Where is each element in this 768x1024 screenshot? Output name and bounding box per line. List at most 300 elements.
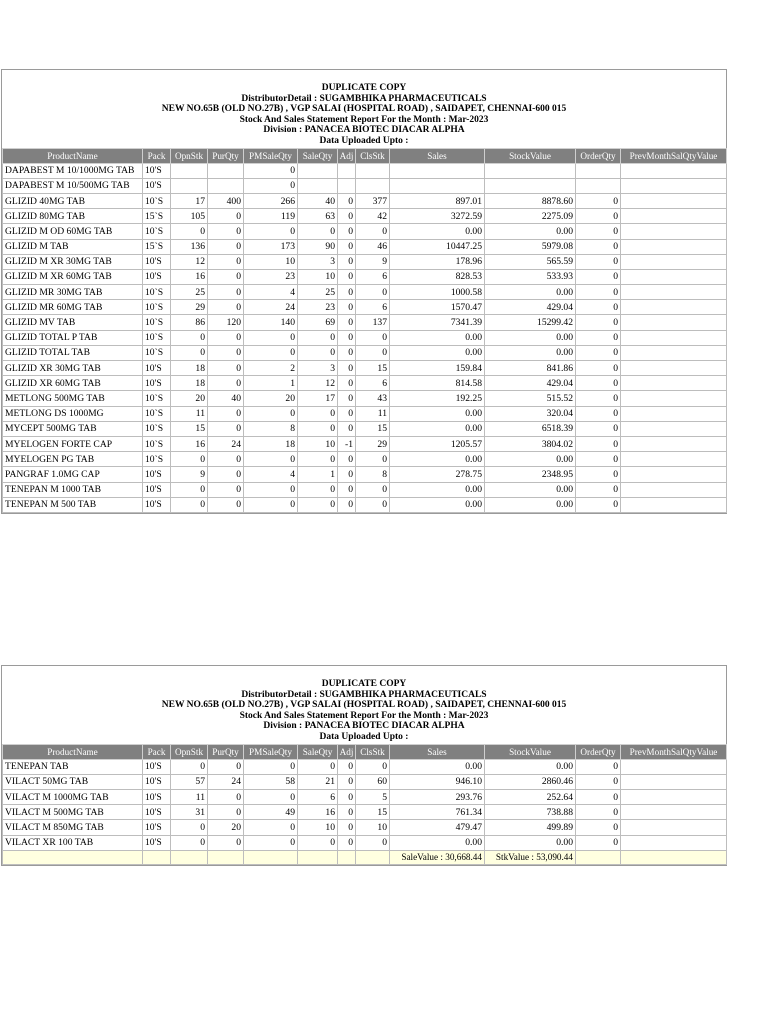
cell-clsstk: 6 xyxy=(356,376,390,391)
cell-adj: 0 xyxy=(338,391,356,406)
cell-orderqty: 0 xyxy=(576,436,621,451)
cell-productname: GLIZID MR 60MG TAB xyxy=(3,300,143,315)
cell-pack: 10'S xyxy=(143,820,171,835)
cell-adj: 0 xyxy=(338,269,356,284)
cell-pmsaleqty: 58 xyxy=(244,774,298,789)
cell-pmsaleqty: 0 xyxy=(244,178,298,193)
cell-orderqty: 0 xyxy=(576,421,621,436)
column-header-orderqty: OrderQty xyxy=(576,148,621,163)
cell-pmsaleqty: 49 xyxy=(244,805,298,820)
cell-stockvalue: 0.00 xyxy=(485,452,576,467)
cell-pmsaleqty: 20 xyxy=(244,391,298,406)
cell-orderqty: 0 xyxy=(576,467,621,482)
cell-clsstk: 42 xyxy=(356,209,390,224)
cell-adj: 0 xyxy=(338,406,356,421)
report-header xyxy=(2,666,726,744)
cell-pmsaleqty: 8 xyxy=(244,421,298,436)
cell-purqty xyxy=(208,163,244,178)
cell-opnstk: 57 xyxy=(171,774,208,789)
column-header-opnstk: OpnStk xyxy=(171,148,208,163)
cell-purqty: 0 xyxy=(208,269,244,284)
cell-productname: VILACT M 850MG TAB xyxy=(3,820,143,835)
cell-opnstk xyxy=(171,163,208,178)
data-uploaded-label: Data Uploaded Upto : xyxy=(319,135,409,146)
distributor-address: NEW NO.65B (OLD NO.27B) , VGP SALAI (HOSPITAL ROAD) , SAIDAPET, CHENNAI-600 015 xyxy=(161,104,567,115)
cell-purqty: 24 xyxy=(208,774,244,789)
cell-orderqty: 0 xyxy=(576,391,621,406)
cell-opnstk: 86 xyxy=(171,315,208,330)
cell-pmsaleqty: 0 xyxy=(244,406,298,421)
cell-adj: 0 xyxy=(338,193,356,208)
cell-stockvalue: 0.00 xyxy=(485,330,576,345)
cell-prevmonthsalqtyvalue xyxy=(621,482,727,497)
cell-prevmonthsalqtyvalue xyxy=(621,361,727,376)
cell-clsstk xyxy=(356,163,390,178)
table-row xyxy=(3,482,727,497)
cell-pack: 10'S xyxy=(143,178,171,193)
cell-saleqty: 16 xyxy=(298,805,338,820)
cell-clsstk: 137 xyxy=(356,315,390,330)
totals-empty-cell xyxy=(244,850,298,864)
cell-productname: GLIZID M TAB xyxy=(3,239,143,254)
cell-clsstk: 377 xyxy=(356,193,390,208)
cell-pmsaleqty: 0 xyxy=(244,224,298,239)
cell-saleqty: 23 xyxy=(298,300,338,315)
totals-empty-cell xyxy=(208,850,244,864)
cell-purqty: 0 xyxy=(208,452,244,467)
totals-empty-cell xyxy=(143,850,171,864)
cell-clsstk: 8 xyxy=(356,467,390,482)
cell-orderqty xyxy=(576,178,621,193)
cell-prevmonthsalqtyvalue xyxy=(621,376,727,391)
cell-stockvalue: 0.00 xyxy=(485,482,576,497)
cell-saleqty: 0 xyxy=(298,330,338,345)
table-row xyxy=(3,239,727,254)
cell-opnstk: 105 xyxy=(171,209,208,224)
cell-saleqty xyxy=(298,178,338,193)
column-header-pack: Pack xyxy=(143,744,171,759)
cell-purqty: 0 xyxy=(208,835,244,850)
cell-pack: 10`S xyxy=(143,391,171,406)
cell-productname: VILACT M 500MG TAB xyxy=(3,805,143,820)
cell-opnstk: 18 xyxy=(171,376,208,391)
cell-pack: 10'S xyxy=(143,759,171,774)
totals-empty-cell xyxy=(576,850,621,864)
column-header-clsstk: ClsStk xyxy=(356,148,390,163)
table-row xyxy=(3,300,727,315)
cell-saleqty: 3 xyxy=(298,361,338,376)
cell-pmsaleqty: 0 xyxy=(244,345,298,360)
cell-sales: 761.34 xyxy=(390,805,485,820)
cell-stockvalue: 252.64 xyxy=(485,789,576,804)
cell-opnstk: 17 xyxy=(171,193,208,208)
cell-prevmonthsalqtyvalue xyxy=(621,345,727,360)
cell-orderqty: 0 xyxy=(576,406,621,421)
cell-pmsaleqty: 23 xyxy=(244,269,298,284)
cell-sales: 0.00 xyxy=(390,330,485,345)
column-header-sales: Sales xyxy=(390,744,485,759)
cell-adj: 0 xyxy=(338,759,356,774)
cell-adj: 0 xyxy=(338,452,356,467)
cell-pack: 10'S xyxy=(143,254,171,269)
cell-adj: 0 xyxy=(338,254,356,269)
cell-purqty: 0 xyxy=(208,209,244,224)
report-header xyxy=(2,70,726,148)
cell-opnstk: 0 xyxy=(171,330,208,345)
cell-orderqty: 0 xyxy=(576,254,621,269)
cell-orderqty: 0 xyxy=(576,497,621,512)
cell-opnstk: 0 xyxy=(171,224,208,239)
cell-productname: GLIZID TOTAL P TAB xyxy=(3,330,143,345)
cell-adj: 0 xyxy=(338,300,356,315)
distributor-detail: DistributorDetail : SUGAMBHIKA PHARMACEUTICALS xyxy=(241,689,487,700)
table-row xyxy=(3,421,727,436)
table-row xyxy=(3,345,727,360)
cell-pack: 10'S xyxy=(143,774,171,789)
totals-empty-cell xyxy=(338,850,356,864)
cell-sales: 10447.25 xyxy=(390,239,485,254)
cell-sales: 7341.39 xyxy=(390,315,485,330)
cell-opnstk: 29 xyxy=(171,300,208,315)
column-header-orderqty: OrderQty xyxy=(576,744,621,759)
cell-adj: 0 xyxy=(338,789,356,804)
cell-sales: 0.00 xyxy=(390,345,485,360)
cell-opnstk: 0 xyxy=(171,820,208,835)
distributor-detail: DistributorDetail : SUGAMBHIKA PHARMACEUTICALS xyxy=(241,93,487,104)
cell-adj xyxy=(338,163,356,178)
cell-opnstk: 9 xyxy=(171,467,208,482)
table-row xyxy=(3,406,727,421)
cell-pack: 15`S xyxy=(143,239,171,254)
cell-clsstk: 0 xyxy=(356,835,390,850)
cell-stockvalue: 0.00 xyxy=(485,345,576,360)
column-header-prevmonthsalqtyvalue: PrevMonthSalQtyValue xyxy=(621,148,727,163)
cell-pack: 10'S xyxy=(143,497,171,512)
column-header-saleqty: SaleQty xyxy=(298,744,338,759)
cell-productname: GLIZID M XR 60MG TAB xyxy=(3,269,143,284)
table-row xyxy=(3,285,727,300)
cell-sales: 293.76 xyxy=(390,789,485,804)
cell-clsstk: 0 xyxy=(356,452,390,467)
cell-clsstk: 0 xyxy=(356,285,390,300)
table-row xyxy=(3,376,727,391)
cell-opnstk: 16 xyxy=(171,436,208,451)
cell-purqty: 24 xyxy=(208,436,244,451)
totals-empty-cell xyxy=(621,850,727,864)
cell-stockvalue: 320.04 xyxy=(485,406,576,421)
cell-saleqty: 25 xyxy=(298,285,338,300)
cell-prevmonthsalqtyvalue xyxy=(621,805,727,820)
cell-sales: 0.00 xyxy=(390,421,485,436)
cell-pmsaleqty: 0 xyxy=(244,835,298,850)
statement-title: Stock And Sales Statement Report For the Month : Mar-2023 xyxy=(239,114,489,125)
cell-pmsaleqty: 266 xyxy=(244,193,298,208)
cell-stockvalue: 429.04 xyxy=(485,376,576,391)
cell-adj: 0 xyxy=(338,835,356,850)
cell-adj: 0 xyxy=(338,209,356,224)
cell-saleqty: 69 xyxy=(298,315,338,330)
cell-pmsaleqty: 18 xyxy=(244,436,298,451)
cell-saleqty: 0 xyxy=(298,452,338,467)
cell-opnstk: 18 xyxy=(171,361,208,376)
cell-stockvalue: 0.00 xyxy=(485,835,576,850)
cell-purqty: 0 xyxy=(208,224,244,239)
sale-value-total: SaleValue : 30,668.44 xyxy=(390,850,485,864)
copy-title: DUPLICATE COPY xyxy=(321,83,407,93)
table-row xyxy=(3,209,727,224)
cell-productname: VILACT M 1000MG TAB xyxy=(3,789,143,804)
cell-pack: 10`S xyxy=(143,315,171,330)
cell-pmsaleqty: 173 xyxy=(244,239,298,254)
cell-clsstk: 29 xyxy=(356,436,390,451)
cell-prevmonthsalqtyvalue xyxy=(621,820,727,835)
cell-stockvalue: 3804.02 xyxy=(485,436,576,451)
cell-orderqty: 0 xyxy=(576,482,621,497)
cell-prevmonthsalqtyvalue xyxy=(621,254,727,269)
cell-prevmonthsalqtyvalue xyxy=(621,467,727,482)
cell-clsstk: 9 xyxy=(356,254,390,269)
cell-adj: 0 xyxy=(338,330,356,345)
cell-pack: 10'S xyxy=(143,467,171,482)
cell-orderqty: 0 xyxy=(576,452,621,467)
cell-productname: DAPABEST M 10/500MG TAB xyxy=(3,178,143,193)
cell-prevmonthsalqtyvalue xyxy=(621,789,727,804)
cell-saleqty xyxy=(298,163,338,178)
cell-pack: 15`S xyxy=(143,209,171,224)
table-row xyxy=(3,391,727,406)
table-row xyxy=(3,467,727,482)
column-header-prevmonthsalqtyvalue: PrevMonthSalQtyValue xyxy=(621,744,727,759)
distributor-address: NEW NO.65B (OLD NO.27B) , VGP SALAI (HOSPITAL ROAD) , SAIDAPET, CHENNAI-600 015 xyxy=(161,700,567,711)
cell-sales: 3272.59 xyxy=(390,209,485,224)
cell-pmsaleqty: 0 xyxy=(244,789,298,804)
cell-productname: DAPABEST M 10/1000MG TAB xyxy=(3,163,143,178)
cell-purqty: 0 xyxy=(208,345,244,360)
cell-sales xyxy=(390,163,485,178)
cell-pmsaleqty: 2 xyxy=(244,361,298,376)
table-row xyxy=(3,269,727,284)
cell-productname: TENEPAN M 500 TAB xyxy=(3,497,143,512)
cell-adj: 0 xyxy=(338,239,356,254)
cell-productname: VILACT XR 100 TAB xyxy=(3,835,143,850)
table-row xyxy=(3,178,727,193)
cell-opnstk: 25 xyxy=(171,285,208,300)
cell-pmsaleqty: 140 xyxy=(244,315,298,330)
cell-productname: GLIZID XR 30MG TAB xyxy=(3,361,143,376)
cell-opnstk: 11 xyxy=(171,789,208,804)
column-header-saleqty: SaleQty xyxy=(298,148,338,163)
cell-pack: 10`S xyxy=(143,330,171,345)
cell-pack: 10`S xyxy=(143,436,171,451)
cell-sales: 159.84 xyxy=(390,361,485,376)
cell-purqty: 0 xyxy=(208,421,244,436)
totals-empty-cell xyxy=(3,850,143,864)
table-row xyxy=(3,774,727,789)
cell-stockvalue xyxy=(485,163,576,178)
cell-adj: 0 xyxy=(338,467,356,482)
cell-pack: 10'S xyxy=(143,482,171,497)
cell-sales: 814.58 xyxy=(390,376,485,391)
cell-purqty: 0 xyxy=(208,759,244,774)
cell-purqty: 0 xyxy=(208,330,244,345)
table-row xyxy=(3,330,727,345)
cell-orderqty: 0 xyxy=(576,224,621,239)
cell-productname: GLIZID M XR 30MG TAB xyxy=(3,254,143,269)
cell-clsstk: 60 xyxy=(356,774,390,789)
table-row xyxy=(3,805,727,820)
cell-prevmonthsalqtyvalue xyxy=(621,285,727,300)
cell-pack: 10'S xyxy=(143,789,171,804)
cell-stockvalue: 565.59 xyxy=(485,254,576,269)
cell-stockvalue: 0.00 xyxy=(485,759,576,774)
cell-stockvalue: 15299.42 xyxy=(485,315,576,330)
cell-pmsaleqty: 10 xyxy=(244,254,298,269)
table-row xyxy=(3,315,727,330)
cell-orderqty: 0 xyxy=(576,805,621,820)
cell-prevmonthsalqtyvalue xyxy=(621,835,727,850)
cell-clsstk: 10 xyxy=(356,820,390,835)
cell-saleqty: 10 xyxy=(298,820,338,835)
cell-productname: TENEPAN TAB xyxy=(3,759,143,774)
table-row xyxy=(3,193,727,208)
cell-prevmonthsalqtyvalue xyxy=(621,421,727,436)
cell-pack: 10'S xyxy=(143,269,171,284)
cell-prevmonthsalqtyvalue xyxy=(621,497,727,512)
cell-sales: 1570.47 xyxy=(390,300,485,315)
cell-saleqty: 0 xyxy=(298,421,338,436)
cell-adj: 0 xyxy=(338,376,356,391)
cell-pack: 10'S xyxy=(143,835,171,850)
cell-pack: 10`S xyxy=(143,285,171,300)
table-header-row xyxy=(3,148,727,163)
stock-sales-table-1 xyxy=(2,148,727,513)
report-page-1 xyxy=(1,69,727,514)
cell-clsstk: 15 xyxy=(356,805,390,820)
cell-saleqty: 63 xyxy=(298,209,338,224)
cell-saleqty: 90 xyxy=(298,239,338,254)
cell-orderqty: 0 xyxy=(576,330,621,345)
cell-clsstk: 43 xyxy=(356,391,390,406)
cell-saleqty: 0 xyxy=(298,835,338,850)
table-row xyxy=(3,361,727,376)
cell-pack: 10`S xyxy=(143,406,171,421)
cell-pmsaleqty: 1 xyxy=(244,376,298,391)
totals-empty-cell xyxy=(171,850,208,864)
cell-productname: GLIZID MR 30MG TAB xyxy=(3,285,143,300)
cell-clsstk: 0 xyxy=(356,497,390,512)
cell-orderqty: 0 xyxy=(576,209,621,224)
cell-pack: 10'S xyxy=(143,163,171,178)
cell-pmsaleqty: 0 xyxy=(244,497,298,512)
table-row xyxy=(3,163,727,178)
cell-sales: 0.00 xyxy=(390,224,485,239)
cell-clsstk: 0 xyxy=(356,482,390,497)
cell-clsstk: 6 xyxy=(356,300,390,315)
statement-title: Stock And Sales Statement Report For the Month : Mar-2023 xyxy=(239,710,489,721)
cell-stockvalue: 429.04 xyxy=(485,300,576,315)
cell-orderqty: 0 xyxy=(576,376,621,391)
cell-opnstk: 136 xyxy=(171,239,208,254)
stock-sales-table-2 xyxy=(2,744,727,865)
column-header-adj: Adj xyxy=(338,148,356,163)
table-row xyxy=(3,497,727,512)
cell-prevmonthsalqtyvalue xyxy=(621,239,727,254)
cell-productname: GLIZID XR 60MG TAB xyxy=(3,376,143,391)
cell-stockvalue xyxy=(485,178,576,193)
cell-productname: MYCEPT 500MG TAB xyxy=(3,421,143,436)
cell-sales: 278.75 xyxy=(390,467,485,482)
cell-opnstk: 12 xyxy=(171,254,208,269)
cell-pmsaleqty: 0 xyxy=(244,330,298,345)
column-header-productname: ProductName xyxy=(3,148,143,163)
column-header-pack: Pack xyxy=(143,148,171,163)
cell-adj: 0 xyxy=(338,224,356,239)
cell-prevmonthsalqtyvalue xyxy=(621,330,727,345)
cell-orderqty xyxy=(576,163,621,178)
cell-pack: 10'S xyxy=(143,376,171,391)
cell-stockvalue: 533.93 xyxy=(485,269,576,284)
cell-pmsaleqty: 4 xyxy=(244,285,298,300)
cell-productname: GLIZID 40MG TAB xyxy=(3,193,143,208)
cell-sales: 1000.58 xyxy=(390,285,485,300)
column-header-pmsaleqty: PMSaleQty xyxy=(244,148,298,163)
cell-sales xyxy=(390,178,485,193)
cell-prevmonthsalqtyvalue xyxy=(621,209,727,224)
cell-productname: METLONG DS 1000MG xyxy=(3,406,143,421)
cell-pack: 10`S xyxy=(143,224,171,239)
cell-clsstk: 15 xyxy=(356,361,390,376)
column-header-pmsaleqty: PMSaleQty xyxy=(244,744,298,759)
column-header-productname: ProductName xyxy=(3,744,143,759)
table-row xyxy=(3,254,727,269)
cell-pack: 10`S xyxy=(143,300,171,315)
cell-adj: 0 xyxy=(338,482,356,497)
cell-saleqty: 0 xyxy=(298,224,338,239)
cell-pmsaleqty: 24 xyxy=(244,300,298,315)
column-header-sales: Sales xyxy=(390,148,485,163)
cell-saleqty: 1 xyxy=(298,467,338,482)
cell-adj: 0 xyxy=(338,820,356,835)
cell-stockvalue: 2860.46 xyxy=(485,774,576,789)
cell-adj: 0 xyxy=(338,285,356,300)
totals-empty-cell xyxy=(298,850,338,864)
cell-prevmonthsalqtyvalue xyxy=(621,436,727,451)
cell-stockvalue: 8878.60 xyxy=(485,193,576,208)
cell-saleqty: 40 xyxy=(298,193,338,208)
cell-opnstk: 0 xyxy=(171,482,208,497)
cell-opnstk: 31 xyxy=(171,805,208,820)
cell-clsstk: 15 xyxy=(356,421,390,436)
cell-pack: 10`S xyxy=(143,452,171,467)
cell-sales: 0.00 xyxy=(390,759,485,774)
cell-pmsaleqty: 119 xyxy=(244,209,298,224)
cell-clsstk: 0 xyxy=(356,345,390,360)
table-row xyxy=(3,759,727,774)
column-header-stockvalue: StockValue xyxy=(485,148,576,163)
report-page-2 xyxy=(1,665,727,866)
cell-pmsaleqty: 0 xyxy=(244,820,298,835)
cell-opnstk: 0 xyxy=(171,497,208,512)
cell-saleqty: 3 xyxy=(298,254,338,269)
cell-stockvalue: 0.00 xyxy=(485,497,576,512)
totals-empty-cell xyxy=(356,850,390,864)
cell-purqty: 40 xyxy=(208,391,244,406)
cell-orderqty: 0 xyxy=(576,239,621,254)
cell-productname: GLIZID TOTAL TAB xyxy=(3,345,143,360)
cell-adj: 0 xyxy=(338,805,356,820)
cell-stockvalue: 0.00 xyxy=(485,285,576,300)
cell-sales: 1205.57 xyxy=(390,436,485,451)
